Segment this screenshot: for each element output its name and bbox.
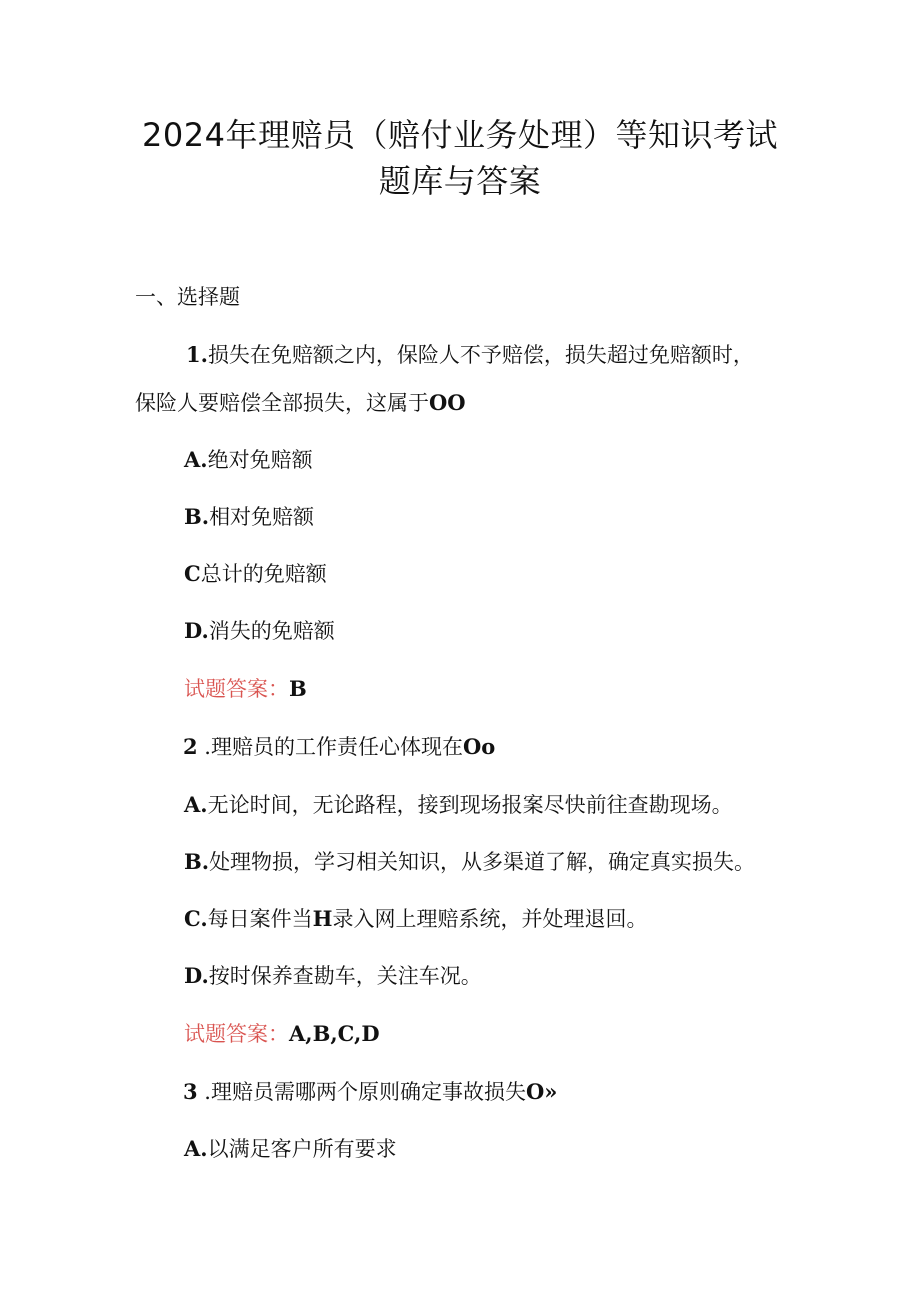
option-letter: C.: [184, 906, 208, 931]
option-text: 绝对免赔额: [207, 448, 313, 472]
question-text: 损失在免赔额之内，保险人不予赔偿，损失超过免赔额时，: [207, 343, 754, 367]
question-2-stem: [183, 732, 495, 762]
option-letter: B.: [184, 849, 210, 874]
option-text: 处理物损，学习相关知识，从多渠道了解，确定真实损失。: [209, 850, 756, 874]
question-blank: O»: [525, 1079, 558, 1104]
question-1-option-a: [184, 445, 313, 475]
answer-label: 试题答案：: [184, 677, 289, 701]
question-number: 3: [183, 1079, 198, 1104]
question-1-answer: [184, 674, 307, 704]
question-number: 1.: [186, 342, 208, 367]
option-text: 无论时间，无论路程，接到现场报案尽快前往查勘现场。: [207, 793, 733, 817]
question-1-option-d: [184, 616, 335, 646]
question-2-option-a: [184, 790, 733, 820]
option-letter: B.: [184, 504, 210, 529]
question-2-answer: [184, 1019, 380, 1049]
question-text: 保险人要赔偿全部损失，这属于: [135, 391, 429, 415]
question-2-option-b: [184, 847, 755, 877]
question-text: .理赔员的工作责任心体现在: [197, 735, 463, 759]
question-blank: Oo: [462, 734, 496, 759]
question-1-option-c: [184, 559, 327, 589]
question-2-option-d: [184, 961, 482, 991]
option-text: 相对免赔额: [209, 505, 315, 529]
title-line-2: 题库与答案: [378, 162, 542, 200]
option-text: 录入网上理赔系统，并处理退回。: [332, 907, 648, 931]
option-text: 按时保养查勘车，关注车况。: [208, 964, 482, 988]
option-text: 总计的免赔额: [200, 562, 327, 586]
question-3-stem: [183, 1077, 557, 1107]
option-letter: A.: [184, 1136, 208, 1161]
question-number: 2: [183, 734, 198, 759]
question-1-option-b: [184, 502, 314, 532]
option-letter: A.: [184, 792, 208, 817]
answer-value: B: [289, 676, 307, 701]
question-2-option-c: [184, 904, 648, 934]
question-blank: OO: [429, 390, 466, 415]
answer-value: A,B,C,D: [289, 1021, 380, 1046]
option-text-glyph: H: [312, 906, 333, 931]
question-3-option-a: [184, 1134, 397, 1164]
option-letter: A.: [184, 447, 208, 472]
document-title: [0, 112, 920, 204]
option-letter: D.: [184, 618, 209, 643]
answer-label: 试题答案：: [184, 1022, 289, 1046]
option-letter: C: [184, 561, 201, 586]
option-text: 消失的免赔额: [208, 619, 335, 643]
section-heading: 一、选择题: [135, 285, 240, 309]
option-text: 每日案件当: [207, 907, 313, 931]
question-text: .理赔员需哪两个原则确定事故损失: [197, 1080, 526, 1104]
option-letter: D.: [184, 963, 209, 988]
option-text: 以满足客户所有要求: [207, 1137, 397, 1161]
title-line-1: 2024年理赔员（赔付业务处理）等知识考试: [142, 116, 778, 154]
question-1-stem-line-1: [186, 340, 754, 370]
question-1-stem-line-2: [135, 388, 466, 418]
